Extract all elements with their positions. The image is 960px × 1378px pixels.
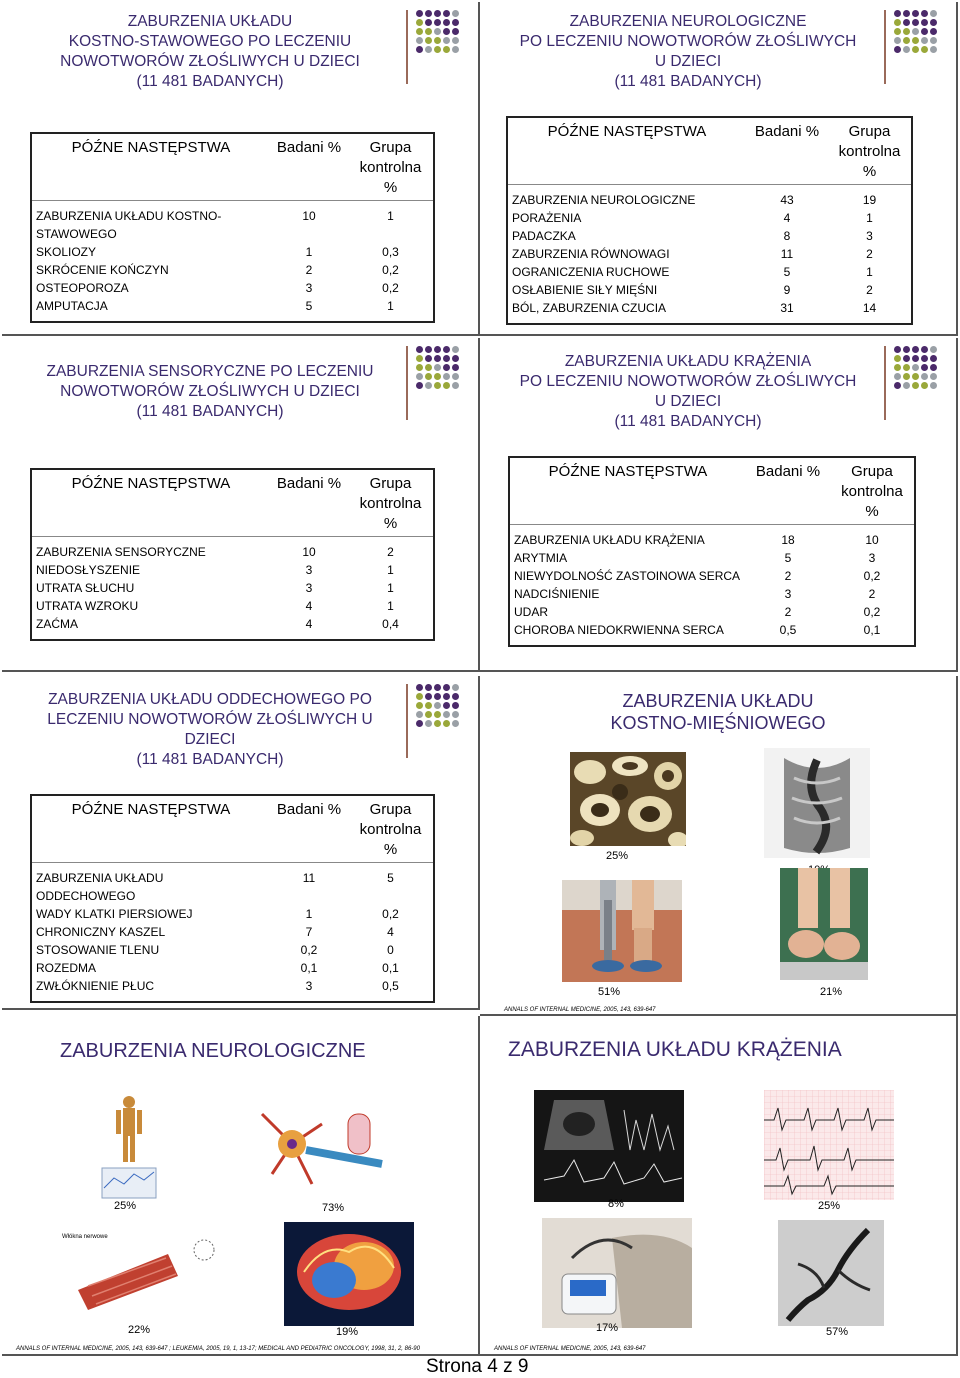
table-row: PADACZKA 8 3: [512, 229, 873, 243]
decorative-dot: [894, 355, 901, 362]
header-patients: Badani %: [270, 469, 348, 537]
table-row: ZABURZENIA UKŁADU KOSTNO-STAWOWEGO 10 1: [36, 209, 394, 241]
decorative-dot: [903, 373, 910, 380]
table-row: ZWŁÓKNIENIE PŁUC 3 0,5: [36, 979, 399, 993]
scoliosis-xray-image: [764, 748, 870, 858]
decorative-dot: [452, 702, 459, 709]
decorative-dot: [443, 693, 450, 700]
decorative-dot: [452, 37, 459, 44]
decorative-dot: [434, 693, 441, 700]
decorative-dot: [921, 382, 928, 389]
percent-label: 19%: [336, 1326, 359, 1338]
decorative-dot: [921, 346, 928, 353]
table-row: ZABURZENIA NEUROLOGICZNE 43 19: [512, 193, 877, 207]
decorative-dot: [416, 693, 423, 700]
decorative-dot: [903, 37, 910, 44]
decorative-dot: [452, 720, 459, 727]
decorative-dot: [434, 19, 441, 26]
decorative-dot: [443, 46, 450, 53]
table-row: STOSOWANIE TLENU 0,2 0: [36, 943, 394, 957]
table-row: ZAĆMA 4 0,4: [36, 617, 399, 631]
percent-label: 57%: [826, 1326, 849, 1338]
decorative-dot: [434, 720, 441, 727]
header-control: Grupa kontrolna %: [348, 469, 434, 537]
decorative-dot: [912, 346, 919, 353]
decorative-dot: [912, 364, 919, 371]
decorative-dot: [425, 373, 432, 380]
decorative-dot: [452, 364, 459, 371]
header-control: Grupa kontrolna %: [828, 117, 912, 185]
decorative-dot: [425, 693, 432, 700]
table-row: ZABURZENIA RÓWNOWAGI 11 2: [512, 247, 873, 261]
decorative-dot: [921, 10, 928, 17]
percent-label: 17%: [596, 1322, 619, 1334]
neuron-illustration-image: [252, 1104, 392, 1192]
decorative-dot: [434, 346, 441, 353]
decorative-dot: [452, 10, 459, 17]
slide-bone-joint: [2, 2, 480, 336]
decorative-dot: [416, 364, 423, 371]
table-row: NIEWYDOLNOŚĆ ZASTOINOWA SERCA 2 0,2: [514, 569, 881, 583]
page-footer: Strona 4 z 9: [426, 1356, 529, 1377]
sequelae-table: [30, 132, 435, 323]
percent-label: 25%: [114, 1200, 137, 1212]
decorative-dot: [416, 702, 423, 709]
decorative-dot: [416, 46, 423, 53]
decorative-dot: [903, 364, 910, 371]
decorative-dots: [416, 346, 464, 394]
angiography-image: [778, 1220, 884, 1326]
decorative-dot: [416, 28, 423, 35]
decorative-dot: [443, 19, 450, 26]
decorative-dot: [912, 355, 919, 362]
decorative-dot: [903, 10, 910, 17]
table-row: NIEDOSŁYSZENIE 3 1: [36, 563, 394, 577]
decorative-dot: [912, 19, 919, 26]
decorative-dot: [416, 684, 423, 691]
decorative-dot: [434, 364, 441, 371]
header-control: Grupa kontrolna %: [348, 795, 434, 863]
header-sequelae: PÓŹNE NASTĘPSTWA: [31, 133, 270, 201]
decorative-dot: [434, 37, 441, 44]
decorative-dot: [452, 711, 459, 718]
sequelae-table: [30, 794, 435, 1003]
decorative-dot: [903, 382, 910, 389]
citation: ANNALS OF INTERNAL MEDICINE, 2005, 143, 639-647: [494, 1346, 646, 1352]
table-row: OGRANICZENIA RUCHOWE 5 1: [512, 265, 873, 279]
decorative-dot: [434, 46, 441, 53]
table-row: CHOROBA NIEDOKRWIENNA SERCA 0,5 0,1: [514, 623, 881, 637]
table-row: ARYTMIA 5 3: [514, 551, 876, 565]
decorative-dot: [903, 46, 910, 53]
decorative-dots: [894, 346, 942, 394]
decorative-dot: [434, 28, 441, 35]
decorative-dot: [425, 684, 432, 691]
decorative-dot: [443, 702, 450, 709]
decorative-dot: [912, 28, 919, 35]
table-row: UTRATA WZROKU 4 1: [36, 599, 394, 613]
slide-title: ZABURZENIA SENSORYCZNE PO LECZENIU NOWOTWORÓW ZŁOŚLIWYCH U DZIECI (11 481 BADANYCH): [46, 363, 374, 420]
divider-line: [406, 684, 408, 758]
table-row: SKOLIOZY 1 0,3: [36, 245, 399, 259]
sequelae-table: [30, 468, 435, 641]
deformed-feet-image: [780, 868, 868, 980]
decorative-dot: [452, 46, 459, 53]
decorative-dot: [930, 382, 937, 389]
decorative-dot: [894, 46, 901, 53]
decorative-dot: [443, 28, 450, 35]
decorative-dot: [434, 684, 441, 691]
slide-musculoskeletal-images: [480, 676, 958, 1016]
percent-label: 22%: [128, 1324, 151, 1336]
decorative-dot: [425, 346, 432, 353]
muscle-fiber-diagram-image: [58, 1230, 224, 1312]
decorative-dot: [443, 373, 450, 380]
decorative-dot: [425, 10, 432, 17]
decorative-dot: [416, 720, 423, 727]
table-row: UTRATA SŁUCHU 3 1: [36, 581, 394, 595]
decorative-dot: [434, 373, 441, 380]
table-row: SKRÓCENIE KOŃCZYN 2 0,2: [36, 263, 399, 277]
decorative-dot: [443, 10, 450, 17]
decorative-dot: [434, 10, 441, 17]
decorative-dot: [416, 373, 423, 380]
decorative-dot: [425, 46, 432, 53]
header-patients: Badani %: [270, 133, 348, 201]
header-control: Grupa kontrolna %: [830, 457, 915, 525]
header-sequelae: PÓŹNE NASTĘPSTWA: [507, 117, 746, 185]
slide-title: ZABURZENIA UKŁADU KOSTNO-STAWOWEGO PO LECZENIU NOWOTWORÓW ZŁOŚLIWYCH U DZIECI (11 481 BADANYCH): [60, 13, 360, 90]
body-chart-image: [98, 1088, 160, 1200]
decorative-dot: [416, 711, 423, 718]
table-row: ZABURZENIA SENSORYCZNE 10 2: [36, 545, 394, 559]
decorative-dot: [903, 355, 910, 362]
sequelae-table: [508, 456, 916, 647]
decorative-dot: [452, 693, 459, 700]
decorative-dot: [452, 355, 459, 362]
decorative-dot: [416, 37, 423, 44]
decorative-dot: [912, 46, 919, 53]
table-row: NADCIŚNIENIE 3 2: [514, 587, 876, 601]
slide-respiratory: [2, 676, 480, 1010]
decorative-dot: [452, 373, 459, 380]
table-row: ZABURZENIA UKŁADU ODDECHOWEGO 11 5: [36, 871, 394, 903]
decorative-dot: [894, 19, 901, 26]
decorative-dot: [443, 355, 450, 362]
decorative-dot: [912, 373, 919, 380]
table-row: AMPUTACJA 5 1: [36, 299, 394, 313]
prosthetic-leg-image: [562, 880, 682, 982]
decorative-dot: [894, 10, 901, 17]
slide-neurological-images: [2, 1016, 480, 1356]
decorative-dot: [443, 346, 450, 353]
table-row: WADY KLATKI PIERSIOWEJ 1 0,2: [36, 907, 399, 921]
decorative-dot: [912, 382, 919, 389]
brain-image: [284, 1222, 414, 1326]
divider-line: [406, 346, 408, 420]
header-sequelae: PÓŹNE NASTĘPSTWA: [31, 469, 270, 537]
decorative-dot: [443, 684, 450, 691]
table-row: OSŁABIENIE SIŁY MIĘŚNI 9 2: [512, 283, 873, 297]
decorative-dot: [425, 382, 432, 389]
decorative-dot: [921, 46, 928, 53]
slide-title: ZABURZENIA UKŁADU ODDECHOWEGO PO LECZENIU NOWOTWORÓW ZŁOŚLIWYCH U DZIECI (11 481 BADANYCH): [47, 691, 373, 768]
decorative-dot: [425, 711, 432, 718]
decorative-dot: [930, 346, 937, 353]
decorative-dot: [425, 355, 432, 362]
decorative-dot: [443, 720, 450, 727]
slide-circulatory-images: [480, 1016, 958, 1356]
decorative-dot: [452, 19, 459, 26]
decorative-dot: [912, 10, 919, 17]
sequelae-table: [506, 116, 913, 325]
echocardiogram-image: [534, 1090, 684, 1202]
svg-text:Włókna nerwowe: Włókna nerwowe: [62, 1234, 108, 1240]
slide-title: ZABURZENIA UKŁADU KRĄŻENIA PO LECZENIU NOWOTWORÓW ZŁOŚLIWYCH U DZIECI (11 481 BADANYCH): [519, 353, 857, 430]
decorative-dot: [894, 346, 901, 353]
decorative-dot: [894, 382, 901, 389]
decorative-dot: [930, 364, 937, 371]
decorative-dot: [894, 28, 901, 35]
decorative-dot: [443, 711, 450, 718]
decorative-dot: [452, 382, 459, 389]
decorative-dot: [921, 28, 928, 35]
header-control: Grupa kontrolna %: [348, 133, 434, 201]
decorative-dot: [425, 28, 432, 35]
decorative-dot: [930, 46, 937, 53]
percent-label: 73%: [322, 1202, 345, 1214]
header-sequelae: PÓŹNE NASTĘPSTWA: [31, 795, 270, 863]
decorative-dot: [452, 346, 459, 353]
table-row: BÓL, ZABURZENIA CZUCIA 31 14: [512, 301, 877, 315]
header-patients: Badani %: [270, 795, 348, 863]
ecg-image: [764, 1090, 894, 1200]
decorative-dot: [416, 346, 423, 353]
decorative-dot: [452, 684, 459, 691]
slide-title: ZABURZENIA NEUROLOGICZNE PO LECZENIU NOWOTWORÓW ZŁOŚLIWYCH U DZIECI (11 481 BADANYCH): [519, 13, 857, 90]
decorative-dot: [416, 355, 423, 362]
slide-neurological: [480, 2, 958, 336]
decorative-dot: [930, 37, 937, 44]
decorative-dot: [416, 10, 423, 17]
divider-line: [884, 10, 886, 84]
decorative-dot: [434, 702, 441, 709]
table-row: ZABURZENIA UKŁADU KRĄŻENIA 18 10: [514, 533, 879, 547]
decorative-dot: [921, 355, 928, 362]
decorative-dot: [921, 37, 928, 44]
decorative-dot: [930, 19, 937, 26]
decorative-dot: [443, 37, 450, 44]
slide-circulatory: [480, 338, 958, 672]
decorative-dot: [930, 28, 937, 35]
decorative-dot: [921, 364, 928, 371]
decorative-dot: [434, 711, 441, 718]
decorative-dot: [903, 19, 910, 26]
percent-label: 8%: [608, 1198, 624, 1210]
decorative-dot: [930, 355, 937, 362]
decorative-dot: [425, 720, 432, 727]
divider-line: [406, 10, 408, 84]
slide-title: ZABURZENIA UKŁADU KOSTNO-MIĘŚNIOWEGO: [610, 691, 826, 733]
slide-title: ZABURZENIA UKŁADU KRĄŻENIA: [508, 1038, 842, 1061]
table-row: UDAR 2 0,2: [514, 605, 881, 619]
decorative-dots: [416, 10, 464, 58]
decorative-dot: [434, 355, 441, 362]
bone-osteoporosis-image: [570, 752, 686, 846]
decorative-dot: [425, 702, 432, 709]
decorative-dots: [416, 684, 464, 732]
decorative-dot: [425, 19, 432, 26]
percent-label: 51%: [598, 986, 621, 998]
slide-sensory: [2, 338, 480, 672]
header-sequelae: PÓŹNE NASTĘPSTWA: [509, 457, 746, 525]
decorative-dot: [425, 364, 432, 371]
decorative-dot: [425, 37, 432, 44]
table-row: OSTEOPOROZA 3 0,2: [36, 281, 399, 295]
decorative-dots: [894, 10, 942, 58]
header-patients: Badani %: [746, 117, 828, 185]
blood-pressure-monitor-image: [542, 1218, 692, 1328]
decorative-dot: [894, 37, 901, 44]
percent-label: 25%: [606, 850, 629, 862]
citation: ANNALS OF INTERNAL MEDICINE, 2005, 143, 639-647: [504, 1007, 656, 1013]
percent-label: 25%: [818, 1200, 841, 1212]
decorative-dot: [452, 28, 459, 35]
divider-line: [884, 346, 886, 420]
decorative-dot: [443, 364, 450, 371]
decorative-dot: [912, 37, 919, 44]
decorative-dot: [921, 19, 928, 26]
decorative-dot: [903, 28, 910, 35]
decorative-dot: [434, 382, 441, 389]
header-patients: Badani %: [746, 457, 830, 525]
citation: ANNALS OF INTERNAL MEDICINE, 2005, 143, 639-647 ; LEUKEMIA, 2005, 19, 1, 13-17; MEDICAL AND PEDIATRIC ONCOLOGY, 1998, 31, 2, 86-90: [16, 1346, 420, 1352]
slide-title: ZABURZENIA NEUROLOGICZNE: [60, 1040, 366, 1062]
table-row: ROZEDMA 0,1 0,1: [36, 961, 399, 975]
decorative-dot: [443, 382, 450, 389]
decorative-dot: [903, 346, 910, 353]
decorative-dot: [416, 19, 423, 26]
decorative-dot: [930, 10, 937, 17]
table-row: PORAŻENIA 4 1: [512, 211, 873, 225]
decorative-dot: [894, 373, 901, 380]
percent-label: 21%: [820, 986, 843, 998]
table-row: CHRONICZNY KASZEL 7 4: [36, 925, 394, 939]
decorative-dot: [894, 364, 901, 371]
decorative-dot: [930, 373, 937, 380]
decorative-dot: [921, 373, 928, 380]
decorative-dot: [416, 382, 423, 389]
